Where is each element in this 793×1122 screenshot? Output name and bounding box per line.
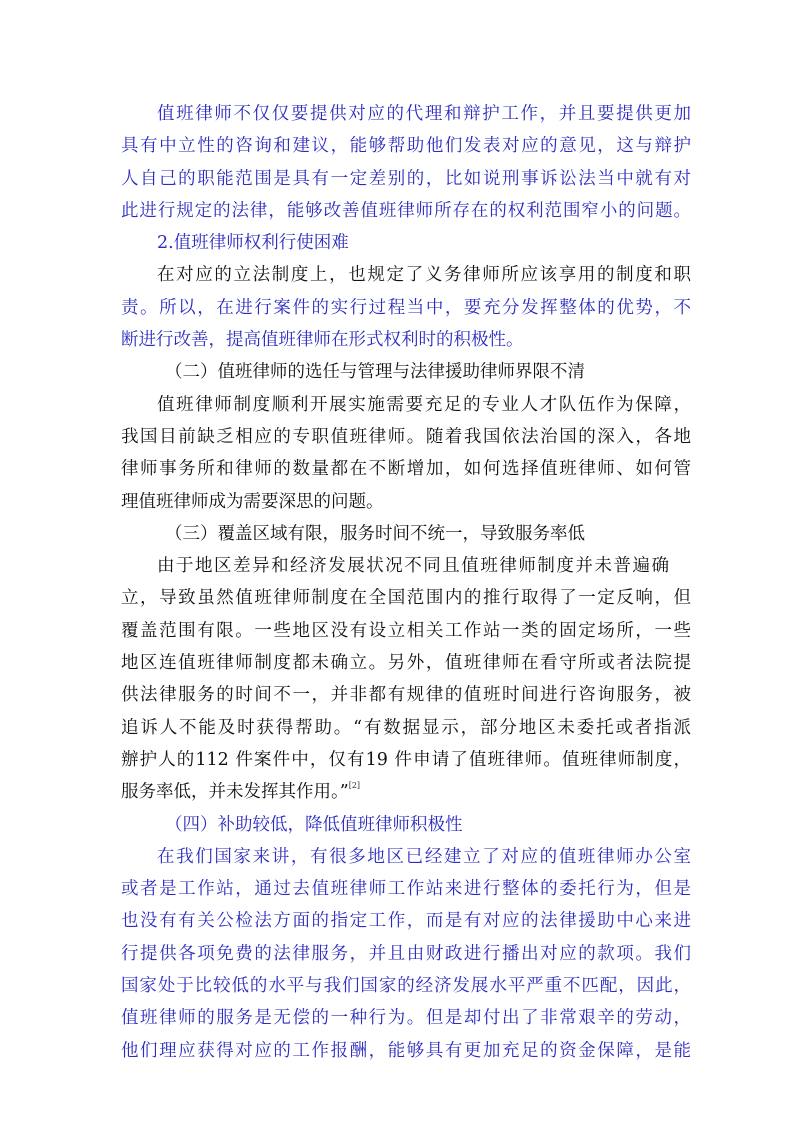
paragraph-line: 值班律师不仅仅要提供对应的代理和辩护工作，并且要提供更加 (157, 104, 691, 124)
paragraph-line: 立，导致虽然值班律师制度在全国范围内的推行取得了一定反响，但 (121, 588, 691, 609)
section-heading: （二）值班律师的选任与管理与法律援助律师界限不清 (165, 362, 585, 383)
paragraph-line: 由于地区差异和经济发展状况不同且值班律师制度并未普遍确 (157, 556, 669, 577)
paragraph-line: 覆盖范围有限。一些地区没有设立相关工作站一类的固定场所，一些 (121, 620, 691, 641)
paragraph-line: 断进行改善，提高值班律师在形式权利时的积极性。 (121, 330, 524, 351)
paragraph-line: 在对应的立法制度上，也规定了义务律师所应该享用的制度和职 (157, 265, 691, 286)
paragraph-line: 人自己的职能范围是具有一定差别的，比如说刑事诉讼法当中就有对 (121, 168, 691, 189)
paragraph-line: 或者是工作站，通过去值班律师工作站来进行整体的委托行为，但是 (121, 879, 691, 900)
paragraph-line: 他们理应获得对应的工作报酬，能够具有更加充足的资金保障，是能 (121, 1040, 691, 1061)
paragraph-line: 也没有有关公检法方面的指定工作，而是有对应的法律援助中心来进 (121, 911, 691, 932)
paragraph-line: 责。所以，在进行案件的实行过程当中，要充分发挥整体的优势，不 (121, 297, 691, 318)
paragraph-line: 律师事务所和律师的数量都在不断增加，如何选择值班律师、如何管 (121, 459, 691, 480)
paragraph-line: 地区连值班律师制度都未确立。另外，值班律师在看守所或者法院提 (121, 653, 691, 674)
paragraph-line: 此进行规定的法律，能够改善值班律师所存在的权利范围窄小的问题。 (121, 200, 691, 221)
footnote-reference: [2] (348, 781, 361, 791)
document-body (121, 98, 691, 1067)
paragraph-text: 服务率低，并未发挥其作用。” (121, 782, 349, 803)
paragraph-line: 国家处于比较低的水平与我们国家的经济发展水平严重不匹配，因此， (121, 976, 691, 997)
paragraph-line: 追诉人不能及时获得帮助。“有数据显示，部分地区未委托或者指派 (121, 717, 691, 738)
section-heading: 2.值班律师权利行使困难 (157, 233, 349, 254)
paragraph-line: 辦护人的112 件案件中，仅有19 件申请了值班律师。值班律师制度， (121, 749, 691, 770)
section-heading: （三）覆盖区域有限，服务时间不统一，导致服务率低 (165, 523, 585, 544)
paragraph-line: 在我们国家来讲，有很多地区已经建立了对应的值班律师办公室 (157, 846, 691, 867)
paragraph-line: 行提供各项免费的法律服务，并且由财政进行播出对应的款项。我们 (121, 943, 691, 964)
paragraph-line: 值班律师制度顺利开展实施需要充足的专业人才队伍作为保障， (157, 394, 691, 415)
paragraph-line: 理值班律师成为需要深思的问题。 (121, 491, 384, 512)
paragraph-line: 我国目前缺乏相应的专职值班律师。随着我国依法治国的深入，各地 (121, 426, 691, 447)
paragraph-line: 供法律服务的时间不一，并非都有规律的值班时间进行咨询服务，被 (121, 685, 691, 706)
paragraph-line (121, 776, 691, 808)
paragraph-line: 值班律师的服务是无偿的一种行为。但是却付出了非常艰辛的劳动， (121, 1008, 691, 1029)
paragraph-line: 具有中立性的咨询和建议，能够帮助他们发表对应的意见，这与辩护 (121, 136, 691, 157)
section-heading: （四）补助较低，降低值班律师积极性 (165, 814, 463, 835)
